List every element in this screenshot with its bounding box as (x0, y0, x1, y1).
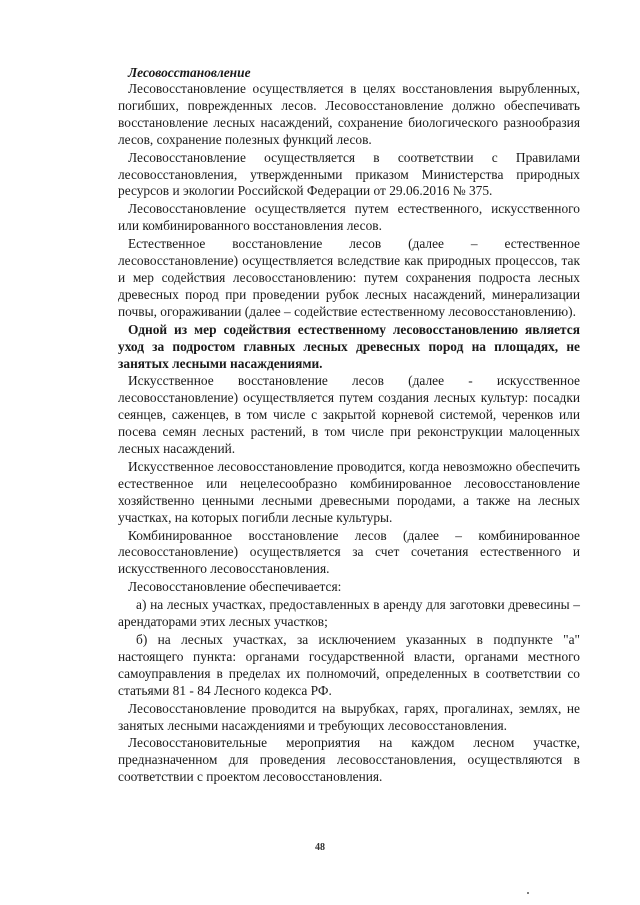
paragraph: Лесовосстановление осуществляется в целях восстановления вырубленных, погибших, поврежденных лесов. Лесовосстановление должно обеспечивать восстановление лесных насаждений, сохранение биологического разнообразия лесов, сохранение полезных функций лесов. (118, 81, 580, 147)
paragraph: Естественное восстановление лесов (далее – естественное лесовосстановление) осуществляется вследствие как природных процессов, так и мер содействия лесовосстановлению: путем сохранения подроста лесных древесных пород при проведении рубок лесных насаждений, минерализации почвы, огораживании (далее – содействие естественному лесовосстановлению). (118, 236, 580, 319)
paragraph: Одной из мер содействия естественному лесовосстановлению является уход за подростом главных лесных древесных пород на площадях, не занятых лесными насаждениями. (118, 321, 580, 371)
paragraph: Лесовосстановление проводится на вырубках, гарях, прогалинах, землях, не занятых лесными насаждениями и требующих лесовосстановления. (118, 700, 580, 733)
document-body (118, 64, 580, 787)
scan-speck (527, 892, 529, 894)
paragraph: б) на лесных участках, за исключением указанных в подпункте "а" настоящего пункта: органами государственной власти, органами местного самоуправления в пределах их полномочий, определенных в соответствии со статьями 81 - 84 Лесного кодекса РФ. (118, 632, 580, 698)
paragraph: Искусственное лесовосстановление проводится, когда невозможно обеспечить естественное или нецелесообразно комбинированное лесовосстановление хозяйственно ценными лесными древесными породами, а также на лесных участках, на которых погибли лесные культуры. (118, 458, 580, 525)
paragraph: Лесовосстановление осуществляется путем естественного, искусственного или комбинированного восстановления лесов. (118, 201, 580, 234)
paragraph-list (118, 81, 580, 786)
page-number: 48 (315, 842, 325, 853)
paragraph: Искусственное восстановление лесов (далее - искусственное лесовосстановление) осуществляется путем создания лесных культур: посадки сеянцев, саженцев, в том числе с закрытой корневой системой, черенков или посева семян лесных растений, в том числе при реконструкции малоценных лесных насаждений. (118, 373, 580, 457)
paragraph: Лесовосстановительные мероприятия на каждом лесном участке, предназначенном для проведения лесовосстановления, осуществляются в соответствии с проектом лесовосстановления. (118, 735, 580, 785)
section-heading: Лесовосстановление (128, 65, 251, 80)
paragraph: Лесовосстановление осуществляется в соответствии с Правилами лесовосстановления, утвержденными приказом Министерства природных ресурсов и экологии Российской Федерации от 29.06.2016 № 375. (118, 149, 580, 199)
paragraph: Лесовосстановление обеспечивается: (128, 579, 342, 595)
paragraph: Комбинированное восстановление лесов (далее – комбинированное лесовосстановление) осуществляется за счет сочетания естественного и искусственного лесовосстановления. (118, 527, 580, 577)
paragraph: а) на лесных участках, предоставленных в аренду для заготовки древесины – арендаторами этих лесных участков; (118, 597, 580, 630)
